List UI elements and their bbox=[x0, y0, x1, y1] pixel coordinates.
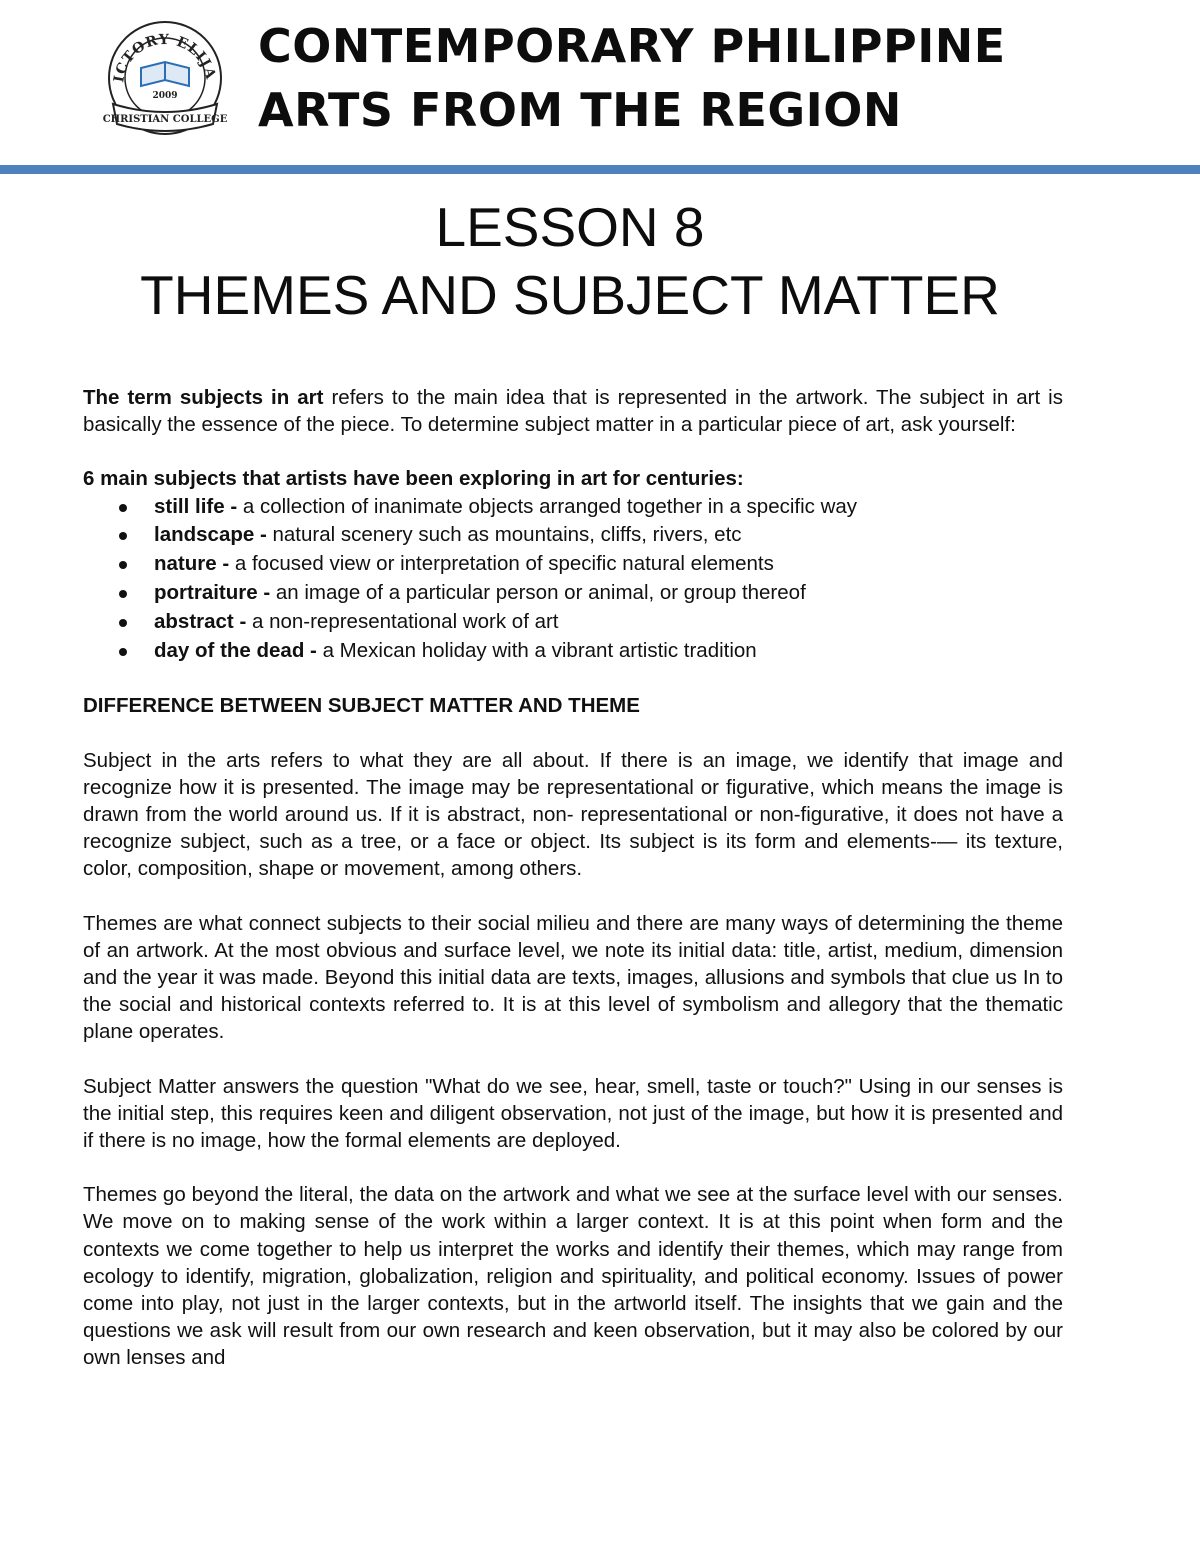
subject-desc: a collection of inanimate objects arranged together in a specific way bbox=[237, 494, 858, 518]
list-item bbox=[83, 637, 1063, 666]
subject-desc: a Mexican holiday with a vibrant artistic tradition bbox=[316, 638, 757, 662]
bullet-icon bbox=[119, 590, 127, 598]
list-item bbox=[83, 493, 1063, 522]
subject-term: day of the dead - bbox=[154, 638, 317, 662]
header-title-line2: ARTS FROM THE REGION bbox=[258, 83, 902, 137]
body-paragraph: Subject in the arts refers to what they are all about. If there is an image, we identify that image and recognize how it is presented. The image may be representational or figurative, which means the image is drawn from the world around us. If it is abstract, non- representational or non-figurative, it does not have a recognize subject, such as a tree, or a face or object. Its subject is its form and elements-— its texture, color, composition, shape or movement, among others. bbox=[83, 748, 1063, 881]
lesson-number: LESSON 8 bbox=[435, 196, 705, 258]
list-item bbox=[83, 608, 1063, 637]
list-item bbox=[83, 521, 1063, 550]
subject-term: portraiture - bbox=[154, 581, 271, 604]
document-header-title bbox=[258, 14, 1006, 142]
subjects-heading: 6 main subjects that artists have been exploring in art for centuries: bbox=[83, 467, 744, 491]
logo-year: 2009 bbox=[152, 91, 178, 101]
lesson-body bbox=[83, 384, 1063, 1372]
difference-heading: DIFFERENCE BETWEEN SUBJECT MATTER AND THEME bbox=[83, 694, 640, 718]
bullet-icon bbox=[119, 532, 127, 540]
list-item bbox=[83, 579, 1063, 608]
subject-term: still life - bbox=[154, 494, 238, 518]
list-item bbox=[83, 550, 1063, 579]
subject-term: landscape - bbox=[154, 523, 267, 547]
lesson-heading bbox=[0, 193, 1140, 329]
logo-text-bottom: CHRISTIAN COLLEGE bbox=[103, 114, 227, 125]
logo-text-top: ICTORY ELIJA bbox=[111, 31, 219, 84]
body-paragraph: Subject Matter answers the question "What do we see, hear, smell, taste or touch?" Using in our senses is the initial step, this requires keen and diligent observation, not just of the image, but how it is presented and if there is no image, how the formal elements are deployed. bbox=[83, 1074, 1063, 1153]
subject-term: abstract - bbox=[154, 609, 247, 633]
lesson-title: THEMES AND SUBJECT MATTER bbox=[140, 264, 1000, 326]
subject-desc: a focused view or interpretation of specific natural elements bbox=[229, 552, 774, 576]
school-seal-icon bbox=[103, 16, 227, 140]
bullet-icon bbox=[119, 561, 127, 569]
body-paragraph: Themes go beyond the literal, the data on the artwork and what we see at the surface level with our senses. We move on to making sense of the work within a larger context. It is at this point when form and the contexts we come together to help us interpret the works and identify their themes, which may range from ecology to identify, migration, globalization, religion and spirituality, and political economy. Issues of power come into play, not just in the larger contexts, but in the artworld itself. The insights that we gain and the questions we ask will result from our own research and keen observation, but it may also be colored by our own lenses and bbox=[83, 1183, 1063, 1370]
header-title-line1: CONTEMPORARY PHILIPPINE bbox=[258, 19, 1006, 73]
header-divider bbox=[0, 165, 1200, 174]
body-paragraph: Themes are what connect subjects to their social milieu and there are many ways of determining the theme of an artwork. At the most obvious and surface level, we note its initial data: title, artist, medium, dimension and the year it was made. Beyond this initial data are texts, images, allusions and symbols that clue us In to the social and historical contexts referred to. It is at this level of symbolism and allegory that the thematic plane operates. bbox=[83, 911, 1063, 1044]
bullet-icon bbox=[119, 619, 127, 627]
subjects-list bbox=[83, 493, 1063, 666]
subject-desc: an image of a particular person or animal, or group thereof bbox=[270, 581, 806, 604]
intro-paragraph bbox=[83, 384, 1063, 438]
intro-term: The term subjects in art bbox=[83, 386, 324, 409]
bullet-icon bbox=[119, 648, 127, 656]
school-logo bbox=[103, 16, 227, 140]
intro-text: refers to the main idea that is represented in the artwork. The subject in art is basically the essence of the piece. To determine subject matter in a particular piece of art, ask yourself: bbox=[83, 386, 1063, 437]
subject-desc: a non-representational work of art bbox=[246, 609, 559, 633]
subject-desc: natural scenery such as mountains, cliffs, rivers, etc bbox=[266, 523, 742, 547]
subject-term: nature - bbox=[154, 552, 230, 576]
bullet-icon bbox=[119, 504, 127, 512]
